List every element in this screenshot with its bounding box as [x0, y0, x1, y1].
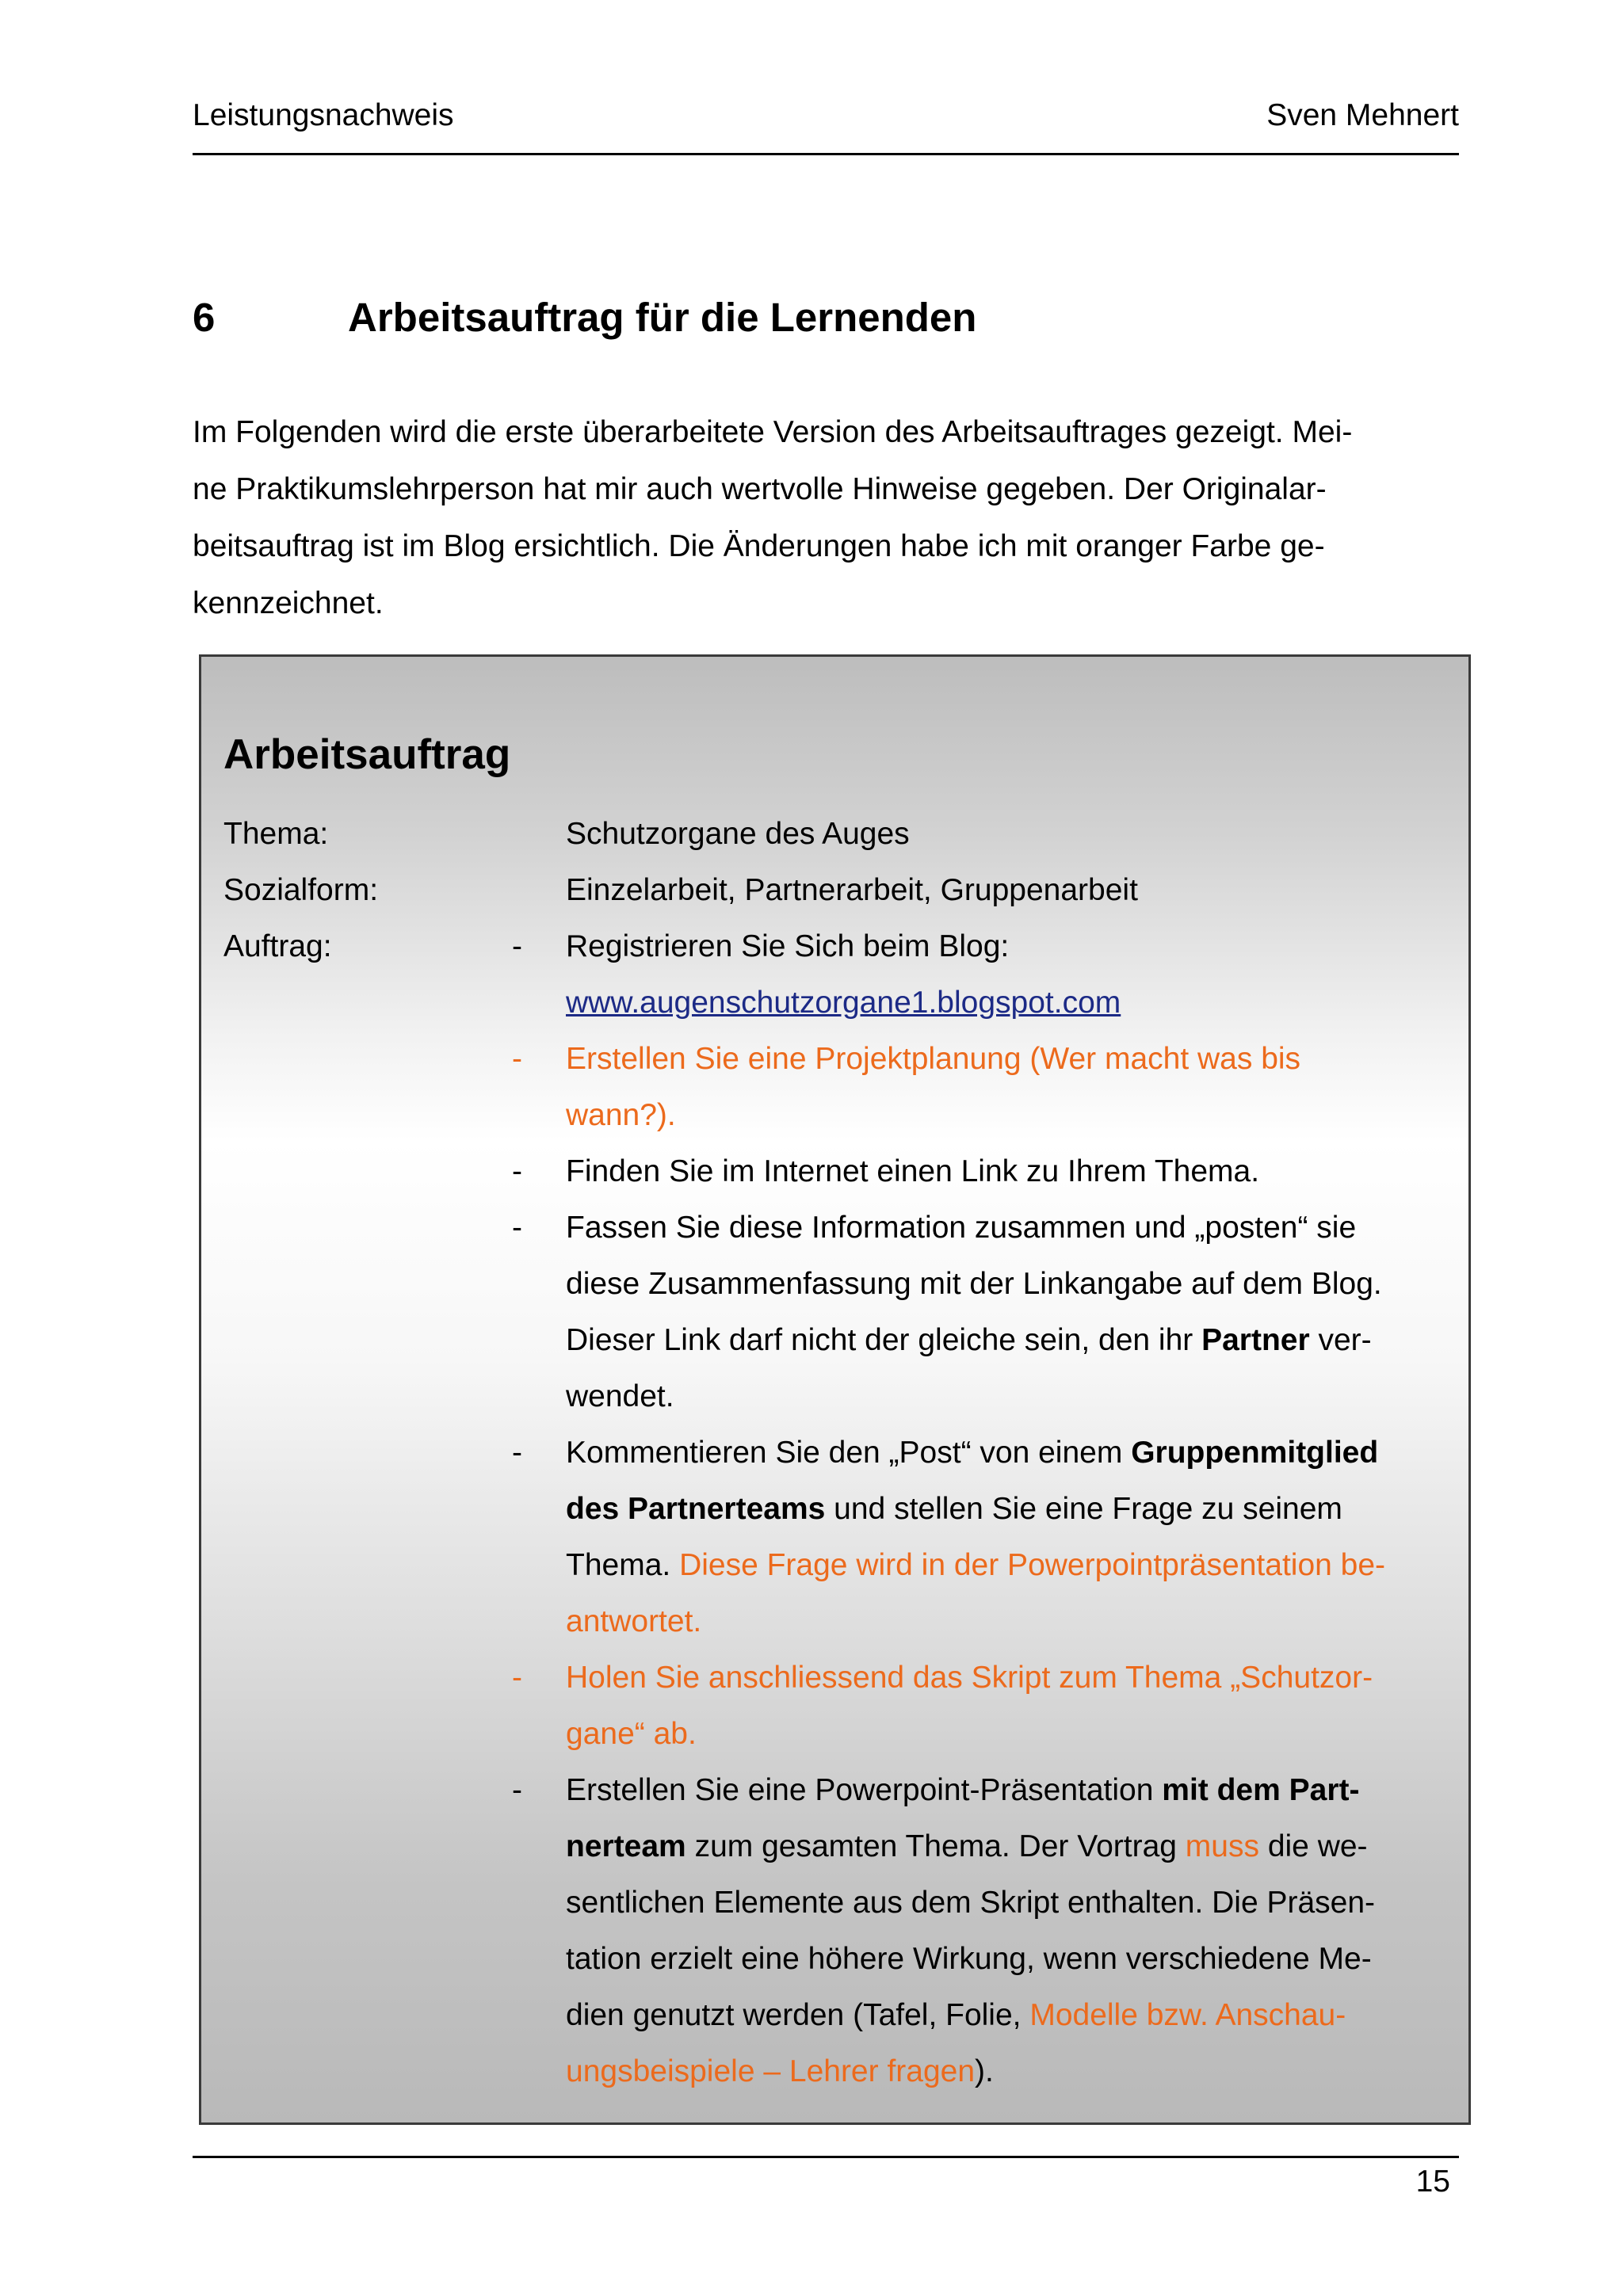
task-text: wendet.: [566, 1379, 674, 1413]
row-task-6-cont: [201, 1706, 1468, 1762]
text-segment-orange: Diese Frage wird in der Powerpointpräsentation be-: [679, 1548, 1386, 1582]
intro-line: beitsauftrag ist im Blog ersichtlich. Die Änderungen habe ich mit oranger Farbe ge-: [193, 529, 1325, 563]
task-text: tation erzielt eine höhere Wirkung, wenn verschiedene Me-: [566, 1942, 1372, 1976]
task-text: antwortet.: [566, 1604, 702, 1638]
row-task-4-cont: [201, 1368, 1468, 1425]
row-auftrag-1: [201, 918, 1468, 974]
intro-line: ne Praktikumslehrperson hat mir auch wertvolle Hinweise gegeben. Der Originalar-: [193, 472, 1327, 506]
task-text: [566, 1481, 1342, 1537]
header-rule: [193, 153, 1459, 155]
row-task-7-cont: [201, 1818, 1468, 1875]
text-segment-orange: Modelle bzw. Anschau-: [1029, 1998, 1346, 2032]
section-title: Arbeitsauftrag für die Lernenden: [348, 295, 977, 340]
text-segment: ).: [975, 2054, 994, 2088]
task-text: diese Zusammenfassung mit der Linkangabe auf dem Blog.: [566, 1267, 1382, 1301]
row-task-2: [201, 1031, 1468, 1087]
task-text: Registrieren Sie Sich beim Blog:: [566, 929, 1010, 963]
task-text: Holen Sie anschliessend das Skript zum Thema „Schutzor-: [566, 1661, 1373, 1695]
thema-label: Thema:: [223, 817, 329, 851]
row-task-7-cont: [201, 1987, 1468, 2043]
text-segment-bold: nerteam: [566, 1829, 686, 1863]
auftrag-label: Auftrag:: [223, 929, 332, 963]
row-task-5: [201, 1425, 1468, 1481]
row-task-4: [201, 1199, 1468, 1256]
task-text: [566, 1762, 1359, 1818]
text-segment-bold: Gruppenmitglied: [1131, 1436, 1379, 1470]
assignment-box: [199, 654, 1471, 2125]
list-dash: -: [512, 1773, 522, 1807]
footer-rule: [193, 2156, 1459, 2158]
row-task-5-cont: [201, 1593, 1468, 1650]
row-blog-link: [201, 974, 1468, 1031]
text-segment: zum gesamten Thema. Der Vortrag: [685, 1829, 1186, 1863]
page-number: 15: [1415, 2164, 1450, 2199]
row-task-3: [201, 1143, 1468, 1199]
task-text: [566, 2043, 994, 2100]
text-segment: und stellen Sie eine Frage zu seinem: [825, 1492, 1342, 1526]
sozialform-value: Einzelarbeit, Partnerarbeit, Gruppenarbeit: [566, 873, 1138, 907]
task-text: gane“ ab.: [566, 1717, 697, 1751]
task-text: wann?).: [566, 1098, 676, 1132]
text-segment-bold: des Partnerteams: [566, 1492, 826, 1526]
row-task-5-cont: [201, 1537, 1468, 1593]
row-task-2-cont: [201, 1087, 1468, 1143]
intro-line: kennzeichnet.: [193, 586, 384, 620]
text-segment: Erstellen Sie eine Powerpoint-Präsentation: [566, 1773, 1163, 1807]
assignment-title: Arbeitsauftrag: [223, 731, 511, 778]
text-segment: Thema.: [566, 1548, 680, 1582]
text-segment: Kommentieren Sie den „Post“ von einem: [566, 1436, 1132, 1470]
intro-line: Im Folgenden wird die erste überarbeitete Version des Arbeitsauftrages gezeigt. Mei-: [193, 415, 1353, 449]
text-segment: dien genutzt werden (Tafel, Folie,: [566, 1998, 1030, 2032]
list-dash: -: [512, 1661, 522, 1695]
row-task-4-cont: [201, 1256, 1468, 1312]
text-segment: ver-: [1309, 1323, 1372, 1357]
list-dash: -: [512, 1211, 522, 1245]
sozialform-label: Sozialform:: [223, 873, 379, 907]
page-header-left: Leistungsnachweis: [193, 98, 454, 132]
list-dash: -: [512, 1436, 522, 1470]
thema-value: Schutzorgane des Auges: [566, 817, 910, 851]
text-segment-bold: Partner: [1201, 1323, 1310, 1357]
task-text: [566, 1818, 1368, 1875]
row-task-4-cont: [201, 1312, 1468, 1368]
row-task-7-cont: [201, 1875, 1468, 1931]
text-segment-orange: muss: [1185, 1829, 1259, 1863]
task-text: Fassen Sie diese Information zusammen und „posten“ sie: [566, 1211, 1357, 1245]
row-thema: [201, 806, 1468, 862]
text-segment: Dieser Link darf nicht der gleiche sein, den ihr: [566, 1323, 1202, 1357]
section-number: 6: [193, 295, 216, 340]
row-task-5-cont: [201, 1481, 1468, 1537]
row-task-7-cont: [201, 1931, 1468, 1987]
intro-paragraph: [193, 404, 1459, 632]
list-dash: -: [512, 1154, 522, 1188]
blog-link[interactable]: www.augenschutzorgane1.blogspot.com: [566, 986, 1121, 1020]
row-sozialform: [201, 862, 1468, 918]
row-task-7-cont: [201, 2043, 1468, 2100]
task-text: Finden Sie im Internet einen Link zu Ihrem Thema.: [566, 1154, 1260, 1188]
text-segment-bold: mit dem Part-: [1162, 1773, 1360, 1807]
list-dash: -: [512, 929, 522, 963]
task-text: [566, 1537, 1385, 1593]
page-header-right: Sven Mehnert: [1266, 98, 1459, 132]
row-task-6: [201, 1650, 1468, 1706]
row-task-7: [201, 1762, 1468, 1818]
task-text: [566, 1987, 1346, 2043]
task-text: Erstellen Sie eine Projektplanung (Wer macht was bis: [566, 1042, 1301, 1076]
task-text: sentlichen Elemente aus dem Skript enthalten. Die Präsen-: [566, 1886, 1376, 1920]
text-segment: die we-: [1258, 1829, 1368, 1863]
list-dash: -: [512, 1042, 522, 1076]
task-text: [566, 1425, 1378, 1481]
text-segment-orange: ungsbeispiele – Lehrer fragen: [566, 2054, 976, 2088]
task-text: [566, 1312, 1372, 1368]
